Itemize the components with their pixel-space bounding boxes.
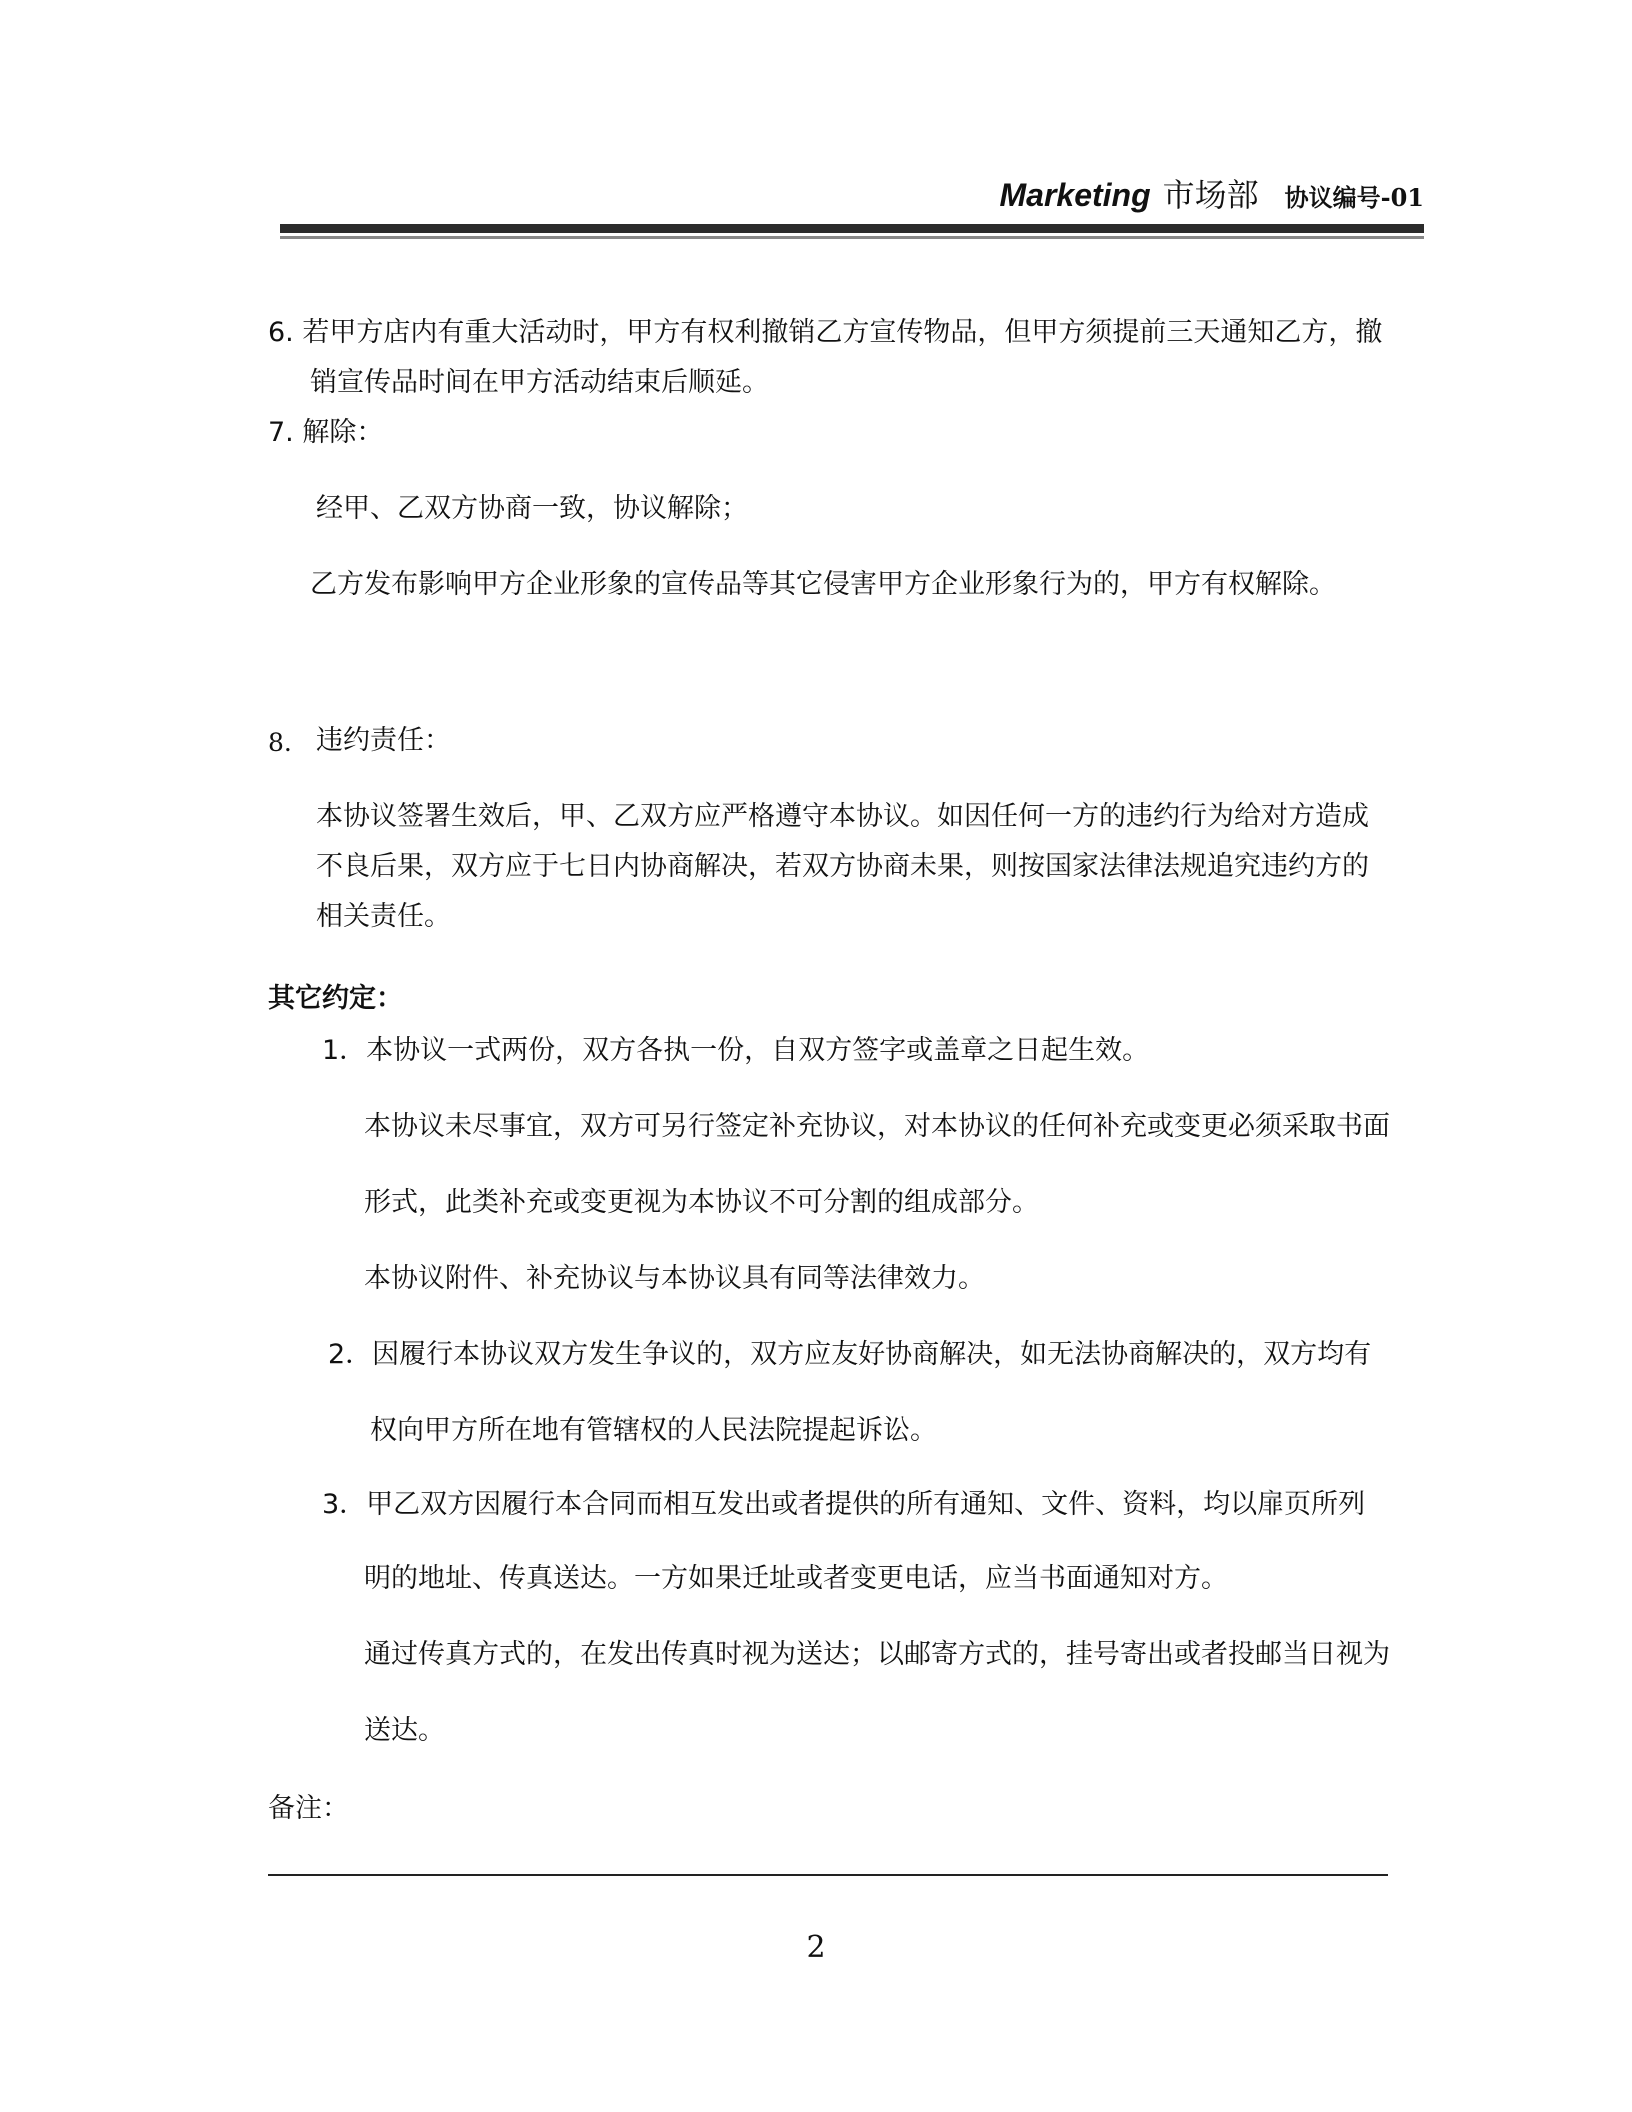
item-8-line-3: 相关责任。 xyxy=(316,901,451,932)
page-header xyxy=(280,170,1424,214)
other-3-line-3: 通过传真方式的，在发出传真时视为送达；以邮寄方式的，挂号寄出或者投邮当日视为 xyxy=(364,1639,1390,1670)
other-agreements-title: 其它约定： xyxy=(268,983,403,1014)
remark-underline xyxy=(268,1874,1388,1876)
other-1-line-2: 本协议未尽事宜，双方可另行签定补充协议，对本协议的任何补充或变更必须采取书面 xyxy=(364,1111,1390,1142)
item-6-line-1: 6. 若甲方店内有重大活动时，甲方有权利撤销乙方宣传物品，但甲方须提前三天通知乙方，撤 xyxy=(268,317,1383,348)
item-7-paragraph-1: 经甲、乙双方协商一致，协议解除； xyxy=(316,493,748,524)
remark-label: 备注： xyxy=(268,1793,349,1824)
item-7-title: 7. 解除： xyxy=(268,417,384,448)
item-8-line-2: 不良后果，双方应于七日内协商解决，若双方协商未果，则按国家法律法规追究违约方的 xyxy=(316,851,1369,882)
item-8-number: 8. xyxy=(268,728,292,757)
other-2-line-2: 权向甲方所在地有管辖权的人民法院提起诉讼。 xyxy=(370,1415,937,1446)
header-rule-thin xyxy=(280,236,1424,239)
item-7-paragraph-2: 乙方发布影响甲方企业形象的宣传品等其它侵害甲方企业形象行为的，甲方有权解除。 xyxy=(310,569,1336,600)
header-title-en: Marketing xyxy=(999,177,1151,213)
agreement-code: 协议编号-01 xyxy=(1284,183,1424,212)
other-1-line-1: 1．本协议一式两份，双方各执一份，自双方签字或盖章之日起生效。 xyxy=(322,1035,1150,1066)
other-1-line-4: 本协议附件、补充协议与本协议具有同等法律效力。 xyxy=(364,1263,985,1294)
other-2-line-1: 2．因履行本协议双方发生争议的，双方应友好协商解决，如无法协商解决的，双方均有 xyxy=(328,1339,1372,1370)
other-3-line-4: 送达。 xyxy=(364,1715,445,1746)
header-title-cn: 市场部 xyxy=(1162,176,1259,214)
item-6-line-2: 销宣传品时间在甲方活动结束后顺延。 xyxy=(310,367,769,398)
item-8-line-1: 本协议签署生效后，甲、乙双方应严格遵守本协议。如因任何一方的违约行为给对方造成 xyxy=(316,801,1369,832)
other-1-line-3: 形式，此类补充或变更视为本协议不可分割的组成部分。 xyxy=(364,1187,1039,1218)
other-3-line-1: 3．甲乙双方因履行本合同而相互发出或者提供的所有通知、文件、资料，均以扉页所列 xyxy=(322,1489,1366,1520)
header-rule-thick xyxy=(280,224,1424,233)
page-number: 2 xyxy=(806,1930,826,1965)
item-8-title: 违约责任： xyxy=(316,725,451,756)
other-3-line-2: 明的地址、传真送达。一方如果迁址或者变更电话，应当书面通知对方。 xyxy=(364,1563,1228,1594)
